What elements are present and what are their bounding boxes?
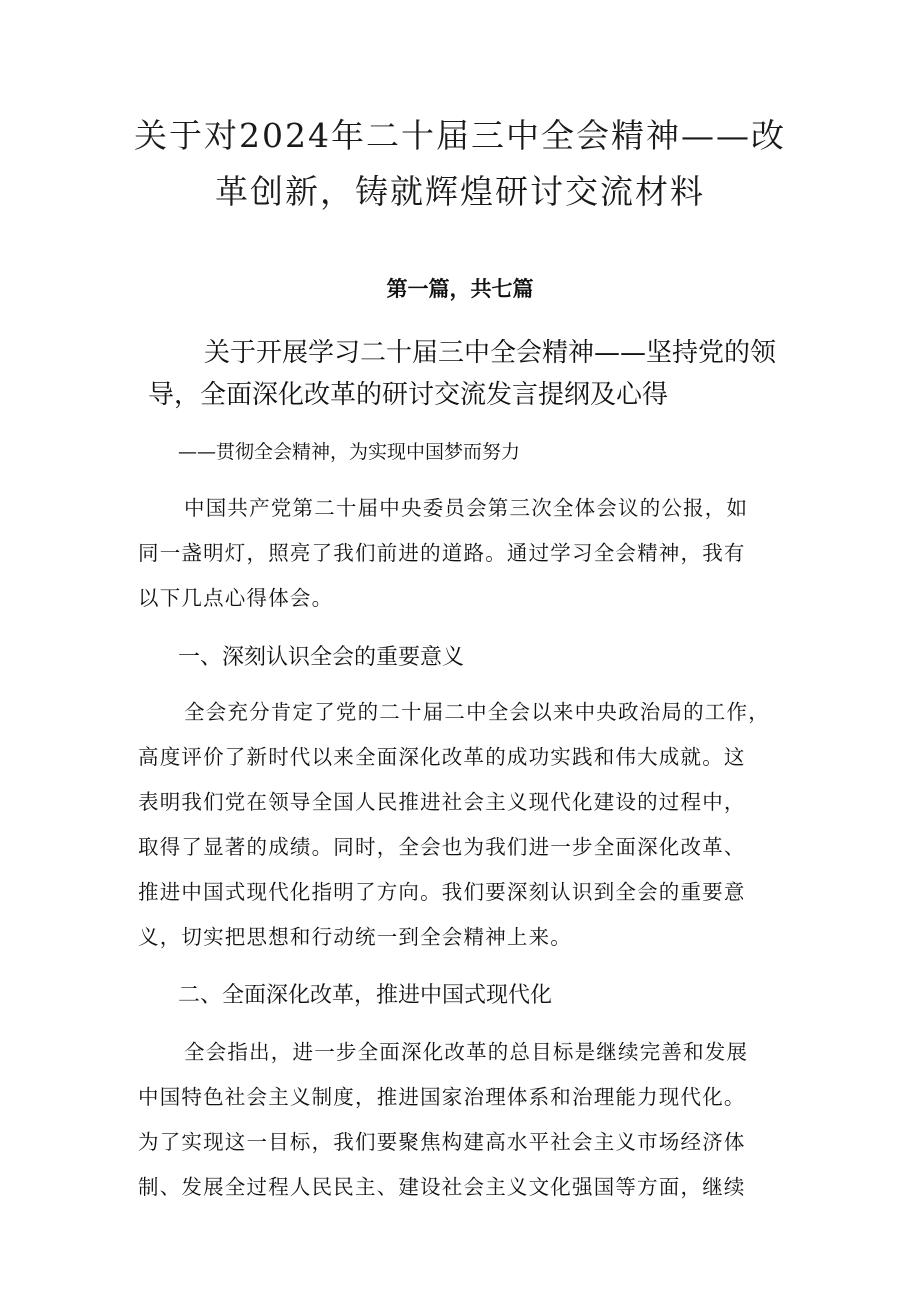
part-label: 第一篇，共七篇	[386, 276, 534, 301]
article-title-line: 关于开展学习二十届三中全会精神——坚持党的领	[204, 338, 777, 368]
paragraph-line: 为了实现这一目标，我们要聚焦构建高水平社会主义市场经济体	[138, 1130, 746, 1154]
paragraph-line: 制、发展全过程人民民主、建设社会主义文化强国等方面，继续	[138, 1175, 746, 1199]
section-2-heading: 二、全面深化改革，推进中国式现代化	[178, 983, 553, 1008]
paragraph-line: 中国共产党第二十届中央委员会第三次全体会议的公报，如	[184, 496, 749, 520]
intro-paragraph	[138, 486, 798, 621]
paragraph-line: 以下几点心得体会。	[138, 586, 334, 610]
paragraph-line: 全会充分肯定了党的二十届二中全会以来中央政治局的工作，	[184, 700, 770, 724]
article-title	[148, 332, 808, 416]
paragraph-line: 取得了显著的成绩。同时，全会也为我们进一步全面深化改革、	[138, 835, 746, 859]
paragraph-line: 中国特色社会主义制度，推进国家治理体系和治理能力现代化。	[138, 1085, 746, 1109]
document-title-line: 关于对2024年二十届三中全会精神——改	[134, 116, 786, 155]
section-1-heading: 一、深刻认识全会的重要意义	[178, 645, 465, 670]
paragraph-line: 高度评价了新时代以来全面深化改革的成功实践和伟大成就。这	[138, 745, 746, 769]
section-2-paragraph	[138, 1030, 798, 1210]
section-1-paragraph	[138, 690, 798, 960]
paragraph-line: 义，切实把思想和行动统一到全会精神上来。	[138, 925, 572, 949]
article-subtitle: ——贯彻全会精神，为实现中国梦而努力	[178, 441, 521, 463]
document-title-line: 革创新，铸就辉煌研讨交流材料	[215, 172, 705, 211]
paragraph-line: 同一盏明灯，照亮了我们前进的道路。通过学习全会精神，我有	[138, 541, 746, 565]
paragraph-line: 表明我们党在领导全国人民推进社会主义现代化建设的过程中，	[138, 790, 746, 814]
article-title-line: 导，全面深化改革的研讨交流发言提纲及心得	[148, 380, 669, 410]
paragraph-line: 全会指出，进一步全面深化改革的总目标是继续完善和发展	[184, 1040, 749, 1064]
paragraph-line: 推进中国式现代化指明了方向。我们要深刻认识到全会的重要意	[138, 880, 746, 904]
document-title	[0, 108, 920, 220]
